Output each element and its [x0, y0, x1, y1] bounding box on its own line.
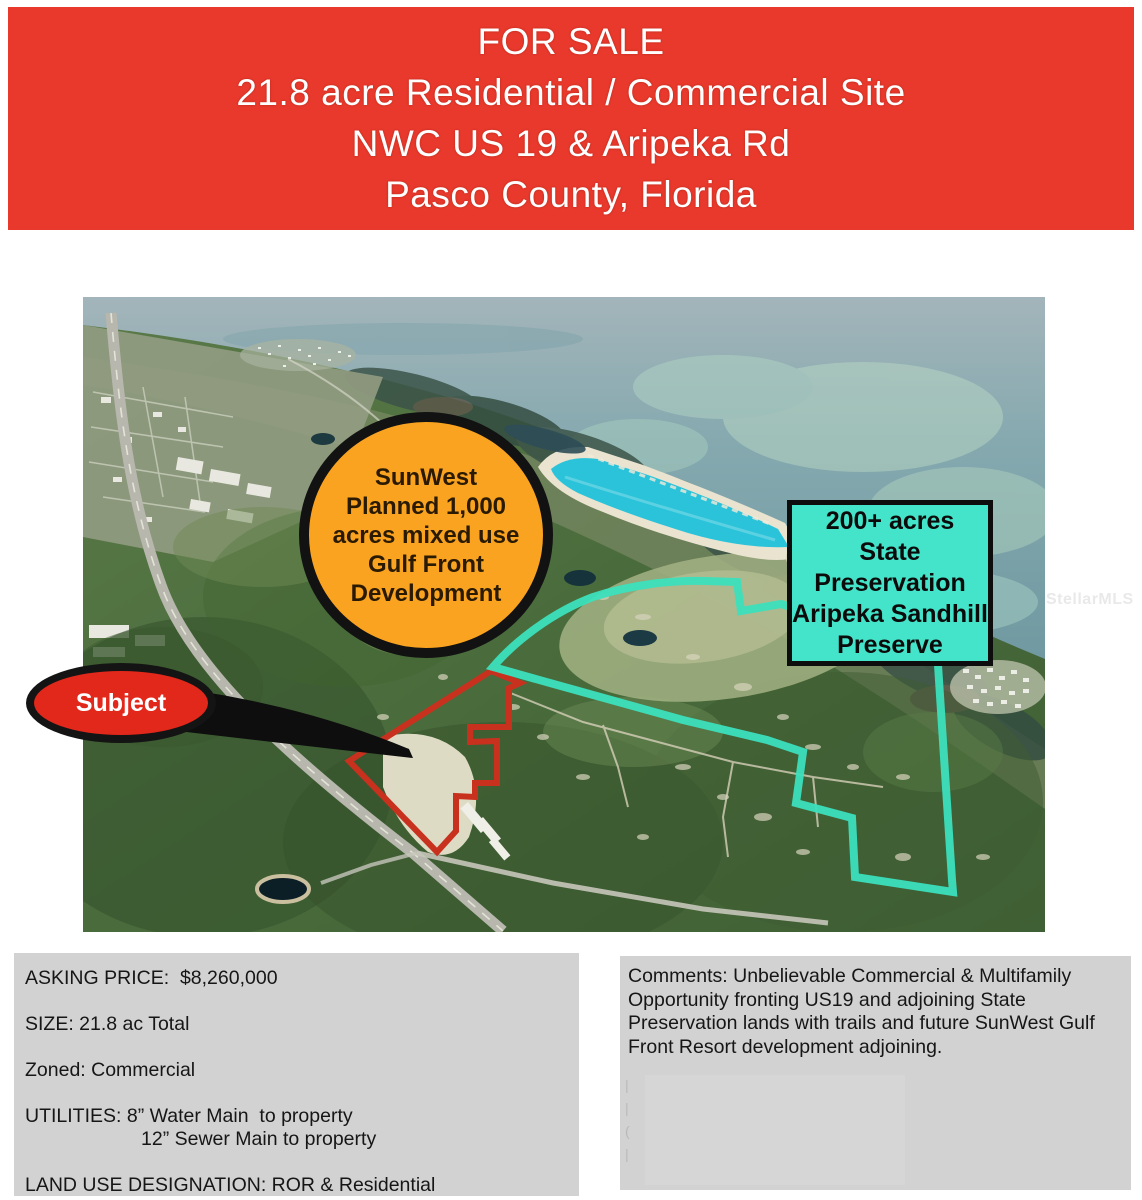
preserve-line: 200+ acres	[825, 506, 955, 535]
header-line-3: NWC US 19 & Aripeka Rd	[351, 123, 791, 164]
header-line-1: FOR SALE	[477, 21, 665, 62]
comments-text: Comments: Unbelievable Commercial & Multifamily Opportunity fronting US19 and adjoining State Preservation lands with trails and future SunWest Gulf Front Resort development adjoining.	[628, 965, 1095, 1058]
asking-price: ASKING PRICE: $8,260,000	[25, 967, 278, 989]
utilities-line-2: 12” Sewer Main to property	[141, 1128, 377, 1150]
panel-sheen	[645, 1075, 905, 1185]
subject-label: Subject	[75, 688, 167, 717]
subject-callout	[26, 663, 216, 743]
preserve-line: Aripeka Sandhill	[792, 599, 988, 628]
sunwest-line: acres mixed use	[332, 521, 520, 549]
preserve-line: State	[859, 537, 921, 566]
comments-panel	[620, 956, 1131, 1190]
zoning: Zoned: Commercial	[25, 1059, 196, 1081]
sunwest-line: Development	[350, 579, 502, 607]
sunwest-line: Planned 1,000	[345, 492, 507, 520]
sunwest-line: SunWest	[374, 463, 478, 491]
header-banner	[8, 7, 1134, 230]
utilities-line-1: UTILITIES: 8” Water Main to property	[25, 1105, 353, 1127]
preserve-callout	[787, 500, 993, 666]
details-panel	[14, 953, 579, 1196]
subdivision-patch	[240, 339, 356, 371]
sunwest-line: Gulf Front	[368, 550, 484, 578]
site-size: SIZE: 21.8 ac Total	[25, 1013, 190, 1035]
header-line-2: 21.8 acre Residential / Commercial Site	[236, 72, 906, 113]
land-use: LAND USE DESIGNATION: ROR & Residential	[25, 1174, 436, 1196]
preserve-line: Preservation	[814, 568, 966, 597]
header-line-4: Pasco County, Florida	[385, 174, 757, 215]
preserve-line: Preserve	[837, 630, 943, 659]
faint-artifact-marks: | | ( |	[625, 1077, 630, 1162]
sunwest-callout	[299, 412, 553, 658]
stellar-mls-watermark: StellarMLS	[1046, 591, 1134, 608]
